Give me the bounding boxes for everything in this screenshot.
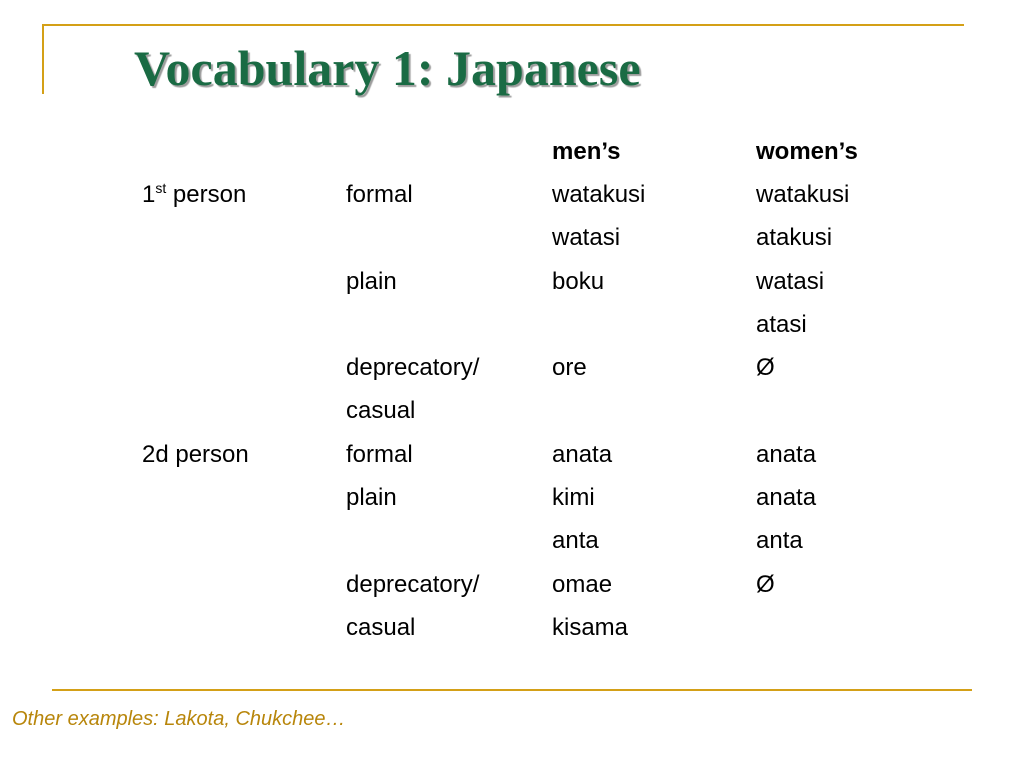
person-cell — [130, 390, 334, 433]
register-cell: plain — [346, 267, 397, 295]
mens-cell — [540, 303, 744, 346]
person-cell — [130, 173, 334, 216]
header-register-blank — [334, 130, 540, 173]
mens-cell: watakusi — [552, 180, 646, 208]
womens-cell: anta — [756, 527, 803, 555]
mens-cell: kimi — [552, 484, 595, 512]
person-cell — [130, 303, 334, 346]
register-cell — [334, 520, 540, 563]
register-cell: formal — [346, 180, 413, 208]
person-cell — [130, 476, 334, 519]
mens-cell: ore — [552, 354, 587, 382]
mens-cell: watasi — [552, 224, 621, 252]
person-cell — [130, 563, 334, 606]
mens-cell: anata — [552, 440, 613, 468]
person-cell — [130, 606, 334, 649]
register-cell: formal — [346, 440, 413, 468]
womens-cell: atasi — [756, 310, 807, 338]
person-cell: 2d person — [142, 440, 249, 468]
womens-cell: anata — [756, 440, 817, 468]
person-ordinal-suffix: st — [155, 179, 167, 196]
frame-left-line — [42, 24, 44, 94]
person-label: person — [166, 180, 247, 208]
womens-cell: watasi — [756, 267, 825, 295]
header-womens: women’s — [756, 137, 858, 165]
mens-cell: kisama — [552, 613, 629, 641]
womens-cell: watakusi — [756, 180, 850, 208]
table-row — [130, 476, 948, 519]
register-cell — [334, 303, 540, 346]
table-row — [130, 173, 948, 216]
womens-cell: atakusi — [756, 224, 833, 252]
mens-cell: omae — [552, 570, 613, 598]
header-person-blank — [130, 130, 334, 173]
footer-divider-line — [52, 689, 972, 691]
footer-note: Other examples: Lakota, Chukchee… — [12, 708, 346, 730]
register-cell: deprecatory/ — [346, 570, 480, 598]
womens-cell — [744, 606, 948, 649]
mens-cell: boku — [552, 267, 605, 295]
person-cell — [130, 520, 334, 563]
mens-cell — [540, 390, 744, 433]
person-cell — [130, 346, 334, 389]
table-row — [130, 217, 948, 260]
register-cell: casual — [346, 613, 416, 641]
vocabulary-table — [130, 130, 948, 650]
womens-cell: Ø — [756, 354, 775, 382]
table-row — [130, 433, 948, 476]
table-row — [130, 260, 948, 303]
table-header-row — [130, 130, 948, 173]
register-cell: deprecatory/ — [346, 354, 480, 382]
mens-cell: anta — [552, 527, 599, 555]
table-row — [130, 606, 948, 649]
person-cell — [130, 217, 334, 260]
slide-title: Vocabulary 1: Japanese — [134, 40, 641, 96]
register-cell: casual — [346, 397, 416, 425]
table-row — [130, 390, 948, 433]
table-row — [130, 303, 948, 346]
womens-cell: anata — [756, 484, 817, 512]
table-row — [130, 563, 948, 606]
womens-cell — [744, 390, 948, 433]
womens-cell: Ø — [756, 570, 775, 598]
register-cell: plain — [346, 484, 397, 512]
table-row — [130, 346, 948, 389]
person-number: 1 — [142, 180, 156, 208]
person-cell — [130, 260, 334, 303]
table-row — [130, 520, 948, 563]
register-cell — [334, 217, 540, 260]
header-mens: men’s — [552, 137, 621, 165]
frame-top-line — [42, 24, 964, 26]
